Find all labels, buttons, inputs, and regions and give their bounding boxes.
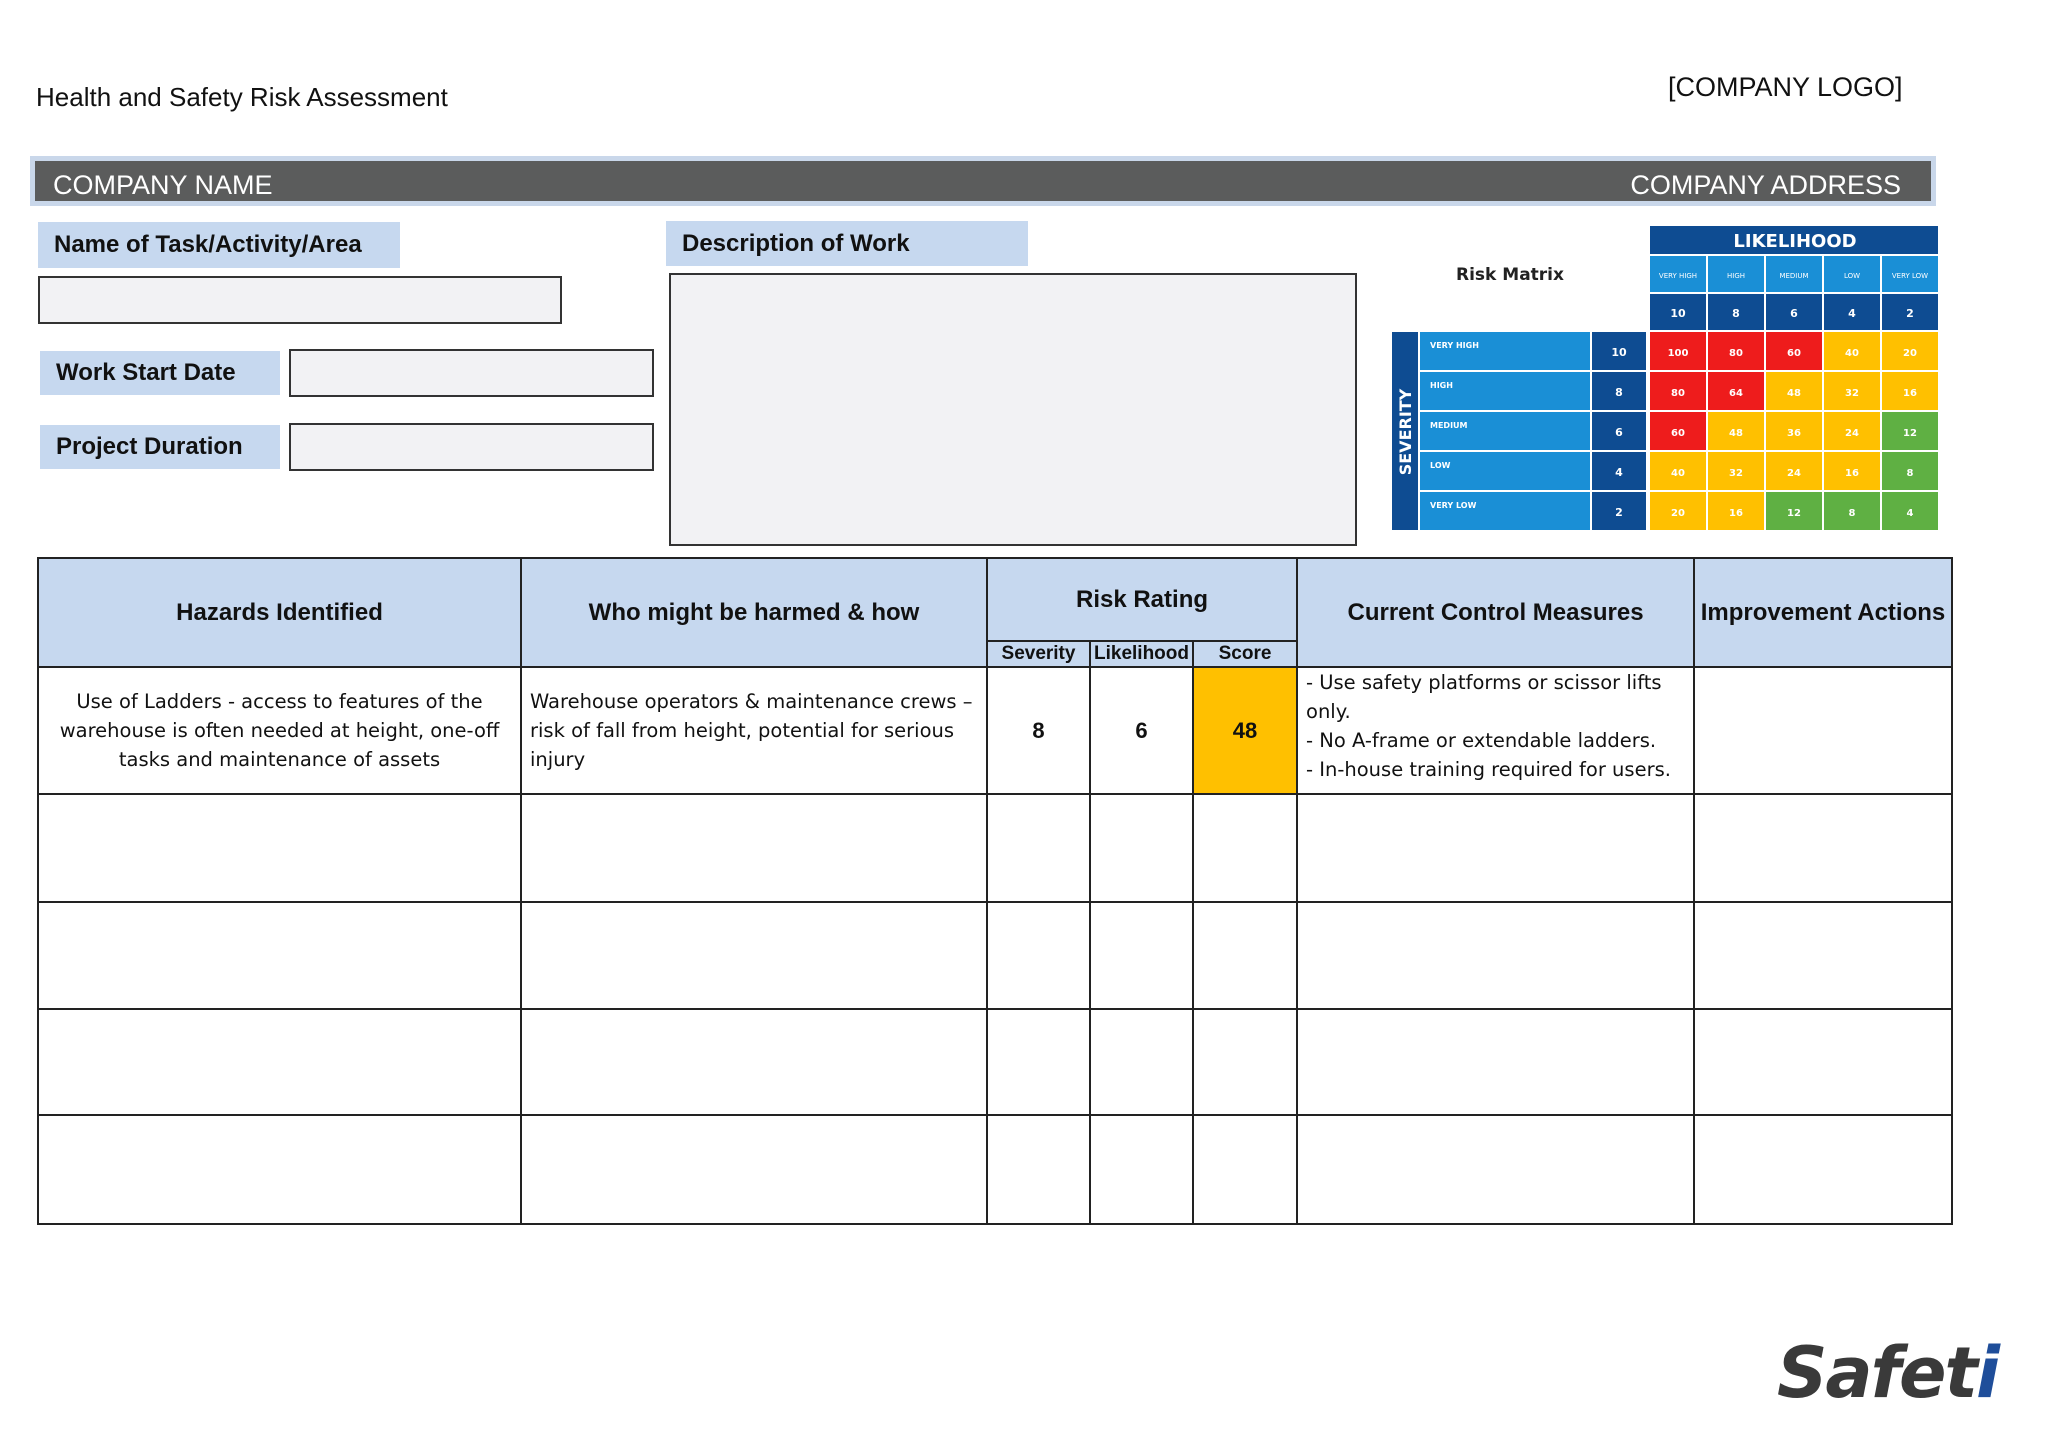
who-harmed-cell[interactable] [521, 902, 987, 1009]
severity-value: 4 [1615, 466, 1623, 479]
likelihood-level-label: VERY LOW [1891, 272, 1929, 280]
likelihood-value: 8 [1732, 307, 1740, 320]
risk-score-value: 12 [1787, 508, 1801, 519]
severity-value: 8 [1615, 386, 1623, 399]
risk-score-value: 40 [1671, 468, 1685, 479]
description-label: Description of Work [666, 221, 1028, 266]
who-harmed-cell[interactable] [521, 794, 987, 902]
likelihood-level-label: HIGH [1726, 272, 1746, 280]
hazard-cell[interactable] [38, 794, 521, 902]
severity-cell[interactable] [987, 794, 1090, 902]
severity-level-cell [1420, 452, 1590, 490]
severity-header: Severity [987, 641, 1090, 667]
likelihood-level-label: VERY HIGH [1658, 272, 1698, 280]
table-row [38, 794, 1952, 902]
risk-score-value: 80 [1729, 348, 1743, 359]
risk-score-value: 36 [1787, 428, 1801, 439]
risk-matrix-title: Risk Matrix [1456, 265, 1564, 285]
likelihood-value: 2 [1906, 307, 1914, 320]
who-harmed-cell[interactable] [521, 1115, 987, 1224]
company-bar [30, 156, 1936, 206]
severity-label: SEVERITY [1396, 388, 1415, 476]
risk-score-value: 24 [1845, 428, 1859, 439]
risk-score-value: 16 [1903, 388, 1917, 399]
project-duration-field[interactable] [289, 423, 654, 471]
score-cell[interactable] [1193, 1115, 1297, 1224]
risk-score-value: 48 [1729, 428, 1743, 439]
risk-rating-header: Risk Rating [987, 558, 1297, 641]
likelihood-level-label: MEDIUM [1779, 272, 1809, 280]
control-measure: - Use safety platforms or scissor lifts only. [1306, 671, 1662, 723]
risk-score-value: 16 [1729, 508, 1743, 519]
severity-cell[interactable] [987, 1009, 1090, 1115]
severity-cell[interactable] [987, 902, 1090, 1009]
likelihood-cell[interactable] [1090, 1115, 1193, 1224]
severity-level-label: VERY LOW [1430, 501, 1477, 510]
risk-score-value: 16 [1845, 468, 1859, 479]
company-name: COMPANY NAME [53, 170, 273, 200]
severity-level-label: HIGH [1430, 381, 1453, 390]
control-measures-cell[interactable] [1297, 1009, 1694, 1115]
severity-cell[interactable] [987, 1115, 1090, 1224]
likelihood-level-label: LOW [1843, 272, 1861, 280]
score-cell[interactable] [1193, 794, 1297, 902]
score-cell[interactable] [1193, 902, 1297, 1009]
control-measures-cell[interactable] [1297, 902, 1694, 1009]
who-harmed-cell[interactable] [521, 1009, 987, 1115]
risk-matrix [1390, 224, 1944, 536]
control-measure: - No A-frame or extendable ladders. [1306, 729, 1657, 752]
work-start-date-label: Work Start Date [40, 351, 280, 395]
control-measures-cell[interactable] [1297, 667, 1694, 794]
risk-score-value: 60 [1671, 428, 1685, 439]
risk-score-value: 20 [1903, 348, 1917, 359]
improvement-actions-cell[interactable] [1694, 1115, 1952, 1224]
severity-level-cell [1420, 332, 1590, 370]
risk-score-value: 80 [1671, 388, 1685, 399]
task-label: Name of Task/Activity/Area [38, 222, 400, 268]
hazard-cell[interactable]: Use of Ladders - access to features of the warehouse is often needed at height, one-off tasks and maintenance of assets [38, 667, 521, 794]
improvement-actions-cell[interactable] [1694, 794, 1952, 902]
table-row [38, 1009, 1952, 1115]
table-row [38, 902, 1952, 1009]
hazards-header: Hazards Identified [38, 558, 521, 667]
hazard-cell[interactable] [38, 1115, 521, 1224]
severity-level-label: MEDIUM [1430, 421, 1468, 430]
risk-score-value: 48 [1787, 388, 1801, 399]
risk-score-value: 40 [1845, 348, 1859, 359]
document-title: Health and Safety Risk Assessment [36, 82, 448, 112]
likelihood-value: 6 [1790, 307, 1798, 320]
control-measure: - In-house training required for users. [1306, 758, 1671, 781]
table-row [38, 1115, 1952, 1224]
severity-level-label: VERY HIGH [1430, 341, 1479, 350]
severity-level-label: LOW [1430, 461, 1451, 470]
likelihood-value: 4 [1848, 307, 1856, 320]
improvement-actions-cell[interactable] [1694, 667, 1952, 794]
company-address: COMPANY ADDRESS [1630, 170, 1901, 200]
likelihood-value: 10 [1670, 307, 1686, 320]
risk-score-value: 20 [1671, 508, 1685, 519]
risk-score-value: 24 [1787, 468, 1801, 479]
risk-score-value: 60 [1787, 348, 1801, 359]
severity-level-cell [1420, 372, 1590, 410]
score-cell[interactable]: 48 [1193, 667, 1297, 794]
severity-value: 10 [1611, 346, 1627, 359]
work-start-date-field[interactable] [289, 349, 654, 397]
likelihood-cell[interactable] [1090, 902, 1193, 1009]
control-measures-cell[interactable] [1297, 1115, 1694, 1224]
improvement-actions-cell[interactable] [1694, 1009, 1952, 1115]
improvement-actions-header: Improvement Actions [1694, 558, 1952, 667]
risk-score-value: 4 [1906, 508, 1914, 519]
severity-value: 6 [1615, 426, 1623, 439]
severity-value: 2 [1615, 506, 1623, 519]
task-field[interactable] [38, 276, 562, 324]
hazard-cell[interactable] [38, 1009, 521, 1115]
improvement-actions-cell[interactable] [1694, 902, 1952, 1009]
risk-score-value: 12 [1903, 428, 1917, 439]
company-logo-placeholder: [COMPANY LOGO] [1668, 72, 1903, 102]
likelihood-cell[interactable] [1090, 794, 1193, 902]
control-measures-header: Current Control Measures [1297, 558, 1694, 667]
likelihood-label: LIKELIHOOD [1733, 231, 1857, 252]
risk-score-value: 32 [1729, 468, 1743, 479]
description-field[interactable] [669, 273, 1357, 546]
risk-score-value: 32 [1845, 388, 1859, 399]
risk-score-value: 8 [1906, 468, 1914, 479]
likelihood-cell[interactable] [1090, 1009, 1193, 1115]
score-header: Score [1193, 641, 1297, 667]
safeti-logo: Safeti [1776, 1332, 1998, 1414]
likelihood-header: Likelihood [1090, 641, 1193, 667]
risk-score-value: 8 [1848, 508, 1856, 519]
table-row [38, 667, 1952, 794]
who-harmed-cell[interactable]: Warehouse operators & maintenance crews – risk of fall from height, potential for serious injury [521, 667, 987, 794]
risk-score-value: 64 [1729, 388, 1743, 399]
who-harmed-header: Who might be harmed & how [521, 558, 987, 667]
severity-level-cell [1420, 412, 1590, 450]
hazard-cell[interactable] [38, 902, 521, 1009]
severity-cell[interactable]: 8 [987, 667, 1090, 794]
risk-score-value: 100 [1667, 348, 1689, 359]
severity-level-cell [1420, 492, 1590, 530]
risk-assessment-table [37, 557, 1953, 1225]
project-duration-label: Project Duration [40, 425, 280, 469]
likelihood-cell[interactable]: 6 [1090, 667, 1193, 794]
control-measures-cell[interactable] [1297, 794, 1694, 902]
score-cell[interactable] [1193, 1009, 1297, 1115]
